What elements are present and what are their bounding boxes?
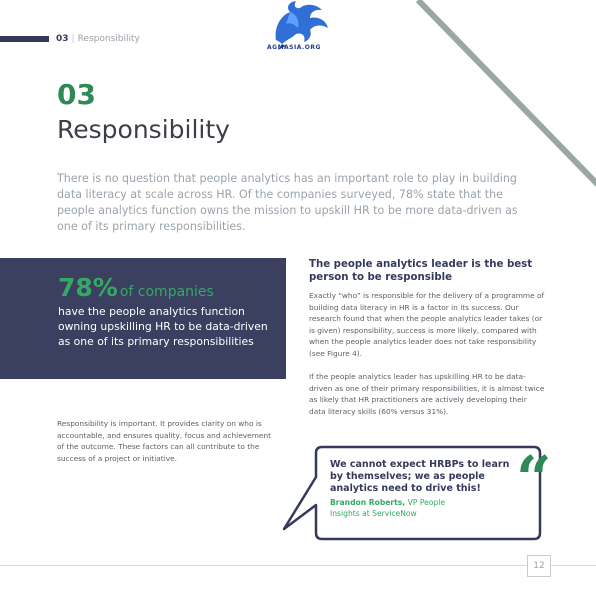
breadcrumb-separator: | [71,34,75,44]
section-number: 03 [56,34,69,44]
quote-mark-icon: “ [516,442,552,515]
diagonal-stripe [400,0,596,200]
stat-value: 78% [58,273,118,302]
stat-description: have the people analytics function owning upskilling HR to be data-driven as one of its primary responsibilities [58,305,268,348]
intro-paragraph: There is no question that people analytics has an important role to play in building data literacy at scale across HR. Of the companies surveyed, 78% state that the people analytics function owns the mission to upskill HR to be more data-driven as one of its primary responsibilities. [57,172,518,233]
logo-text: AGMASIA.ORG [267,44,321,51]
quote-author [330,497,470,519]
chapter-title: Responsibility [57,115,230,144]
column-paragraph-2: If the people analytics leader has upskilling HR to be data-driven as one of their primary responsibilities, it is almost twice as likely that HR practitioners are actively developing their data literacy skills (60% versus 31%). [309,372,545,416]
stat-suffix: of companies [119,284,214,300]
chapter-number: 03 [57,78,96,111]
section-breadcrumb [56,34,140,44]
stat-headline [58,273,214,302]
column-heading: The people analytics leader is the best person to be responsible [309,259,533,283]
section-accent-bar [0,36,49,42]
left-paragraph: Responsibility is important. It provides clarity on who is accountable, and ensures quality, focus and achievement of the outcome. These factors can all contribute to the success of a project or initiative. [57,419,272,463]
column-paragraph-1: Exactly “who” is responsible for the delivery of a programme of building data literacy in HR is a factor in its success. Our research found that when the people analytics leader takes (or is given) responsibility, success is more likely, compared with when the people analytics leader does not take responsibility (see Figure 4). [309,291,545,358]
quote-author-title: VP People Insights at ServiceNow [330,498,446,518]
quote-text: We cannot expect HRBPs to learn by themselves; we as people analytics need to drive this! [330,459,510,494]
page-number: 12 [527,555,551,577]
footer-rule [0,565,596,566]
quote-author-name: Brandon Roberts, [330,498,406,507]
section-label: Responsibility [77,34,140,44]
